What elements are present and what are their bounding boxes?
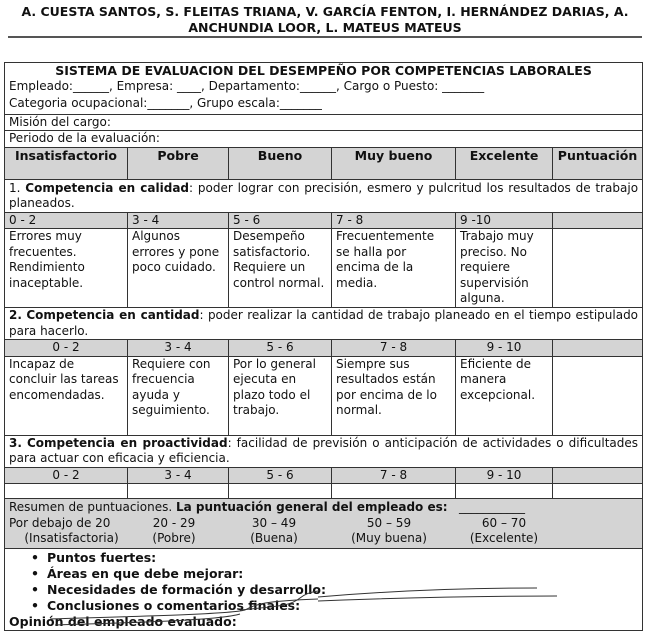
competencia-number: 1. bbox=[9, 180, 21, 195]
score-range: 5 - 6 bbox=[229, 212, 332, 229]
score-range: 7 - 8 bbox=[332, 212, 456, 229]
bullet-item: • Conclusiones o comentarios finales: bbox=[31, 598, 638, 614]
category-line: Categoria ocupacional:_______, Grupo escala:_______ bbox=[9, 96, 322, 110]
authors-header: A. CUESTA SANTOS, S. FLEITAS TRIANA, V. GARCÍA FENTON, I. HERNÁNDEZ DARIAS, A. ANCHUNDIA LOOR, L. MATEUS MATEUS bbox=[21, 4, 629, 35]
competencia-desc: : poder lograr con precisión, esmero y pulcritud los resultados de trabajo planeados. bbox=[9, 180, 639, 210]
score-empty bbox=[553, 340, 643, 357]
overall-score-blank[interactable]: ___________ bbox=[459, 500, 526, 514]
periodo-field: Periodo de la evaluación: bbox=[5, 131, 643, 148]
score-range: 3 - 4 bbox=[128, 467, 229, 484]
range-label: (Pobre) bbox=[152, 531, 196, 545]
level-row bbox=[5, 484, 643, 499]
opinion-label: Opinión del empleado evaluado: bbox=[9, 613, 237, 629]
summary-ranges bbox=[9, 516, 638, 532]
header-cell: Excelente bbox=[456, 147, 553, 179]
score-range: 9 - 10 bbox=[456, 467, 553, 484]
score-range: 3 - 4 bbox=[128, 212, 229, 229]
competencia-number: 3. bbox=[9, 435, 22, 450]
score-range: 0 - 2 bbox=[5, 340, 128, 357]
header-rule bbox=[8, 36, 642, 38]
level-desc: Incapaz de concluir las tareas encomendadas. bbox=[5, 356, 128, 435]
header-cell: Insatisfactorio bbox=[5, 147, 128, 179]
level-desc: Errores muy frecuentes. Rendimiento inaceptable. bbox=[5, 229, 128, 308]
level-empty bbox=[229, 484, 332, 499]
score-row bbox=[5, 212, 643, 229]
header-cell: Muy bueno bbox=[332, 147, 456, 179]
comments-list bbox=[9, 550, 638, 614]
summary-labels bbox=[9, 531, 638, 547]
score-range: 9 -10 bbox=[456, 212, 553, 229]
level-desc: Desempeño satisfactorio. Requiere un control normal. bbox=[229, 229, 332, 308]
competencia-2-description bbox=[5, 308, 643, 340]
competencia-1-description bbox=[5, 179, 643, 212]
employee-fields bbox=[5, 79, 643, 115]
header-cell: Bueno bbox=[229, 147, 332, 179]
level-empty bbox=[456, 484, 553, 499]
header-cell: Puntuación bbox=[553, 147, 643, 179]
score-empty bbox=[553, 212, 643, 229]
summary-intro: Resumen de puntuaciones. bbox=[9, 500, 176, 514]
score-range: 3 - 4 bbox=[128, 340, 229, 357]
level-empty bbox=[332, 484, 456, 499]
level-desc: Trabajo muy preciso. No requiere supervisión alguna. bbox=[456, 229, 553, 308]
competencia-name: Competencia en cantidad bbox=[26, 308, 200, 322]
competencia-name: Competencia en calidad bbox=[25, 180, 190, 195]
score-range: 5 - 6 bbox=[229, 467, 332, 484]
competencia-desc: : facilidad de previsión o anticipación de actividades o dificultades para actuar con eficacia y eficiencia. bbox=[9, 435, 639, 465]
score-range: 0 - 2 bbox=[5, 212, 128, 229]
score-empty bbox=[553, 467, 643, 484]
summary-section bbox=[5, 499, 643, 549]
puntuacion-input[interactable] bbox=[553, 484, 643, 499]
summary-heading bbox=[9, 500, 638, 516]
competencia-3-description bbox=[5, 435, 643, 467]
range-label: (Insatisfactoria) bbox=[24, 531, 119, 545]
puntuacion-input[interactable] bbox=[553, 356, 643, 435]
range-label: (Muy buena) bbox=[351, 531, 427, 545]
form-title: SISTEMA DE EVALUACION DEL DESEMPEÑO POR COMPETENCIAS LABORALES bbox=[5, 63, 643, 79]
competencia-desc: : poder realizar la cantidad de trabajo planeado en el tiempo estipulado para hacerlo. bbox=[9, 308, 639, 338]
level-desc: Siempre sus resultados están por encima de lo normal. bbox=[332, 356, 456, 435]
score-range: 0 - 2 bbox=[5, 467, 128, 484]
level-desc: Eficiente de manera excepcional. bbox=[456, 356, 553, 435]
bullet-item: • Puntos fuertes: bbox=[31, 550, 638, 566]
score-range: 7 - 8 bbox=[332, 340, 456, 357]
level-desc: Algunos errores y pone poco cuidado. bbox=[128, 229, 229, 308]
score-row bbox=[5, 467, 643, 484]
range-label: (Excelente) bbox=[469, 531, 539, 545]
level-row bbox=[5, 229, 643, 308]
level-desc: Requiere con frecuencia ayuda y seguimiento. bbox=[128, 356, 229, 435]
level-desc: Por lo general ejecuta en plazo todo el trabajo. bbox=[229, 356, 332, 435]
rating-header-row bbox=[5, 147, 643, 179]
level-desc: Frecuentemente se halla por encima de la media. bbox=[332, 229, 456, 308]
score-range: 9 - 10 bbox=[456, 340, 553, 357]
range: 50 – 59 bbox=[366, 515, 412, 530]
bullet-item: • Áreas en que debe mejorar: bbox=[31, 566, 638, 582]
header-cell: Pobre bbox=[128, 147, 229, 179]
mision-field: Misión del cargo: bbox=[5, 114, 643, 131]
range: Por debajo de 20 bbox=[9, 515, 111, 530]
summary-bold: La puntuación general del empleado es: bbox=[175, 500, 448, 514]
level-empty bbox=[128, 484, 229, 499]
score-range: 7 - 8 bbox=[332, 467, 456, 484]
comments-section bbox=[5, 548, 643, 630]
bullet-item: • Necesidades de formación y desarrollo: bbox=[31, 582, 638, 598]
level-empty bbox=[5, 484, 128, 499]
score-row bbox=[5, 340, 643, 357]
competencia-name: Competencia en proactividad bbox=[26, 435, 228, 450]
evaluation-form-table bbox=[4, 62, 643, 631]
range: 20 - 29 bbox=[152, 515, 196, 530]
score-range: 5 - 6 bbox=[229, 340, 332, 357]
range: 60 – 70 bbox=[481, 515, 527, 530]
employee-line: Empleado:______, Empresa: ____, Departamento:______, Cargo o Puesto: _______ bbox=[9, 78, 485, 93]
range: 30 – 49 bbox=[251, 515, 297, 530]
range-label: (Buena) bbox=[250, 531, 298, 545]
competencia-number: 2. bbox=[9, 308, 22, 322]
puntuacion-input[interactable] bbox=[553, 229, 643, 308]
level-row bbox=[5, 356, 643, 435]
